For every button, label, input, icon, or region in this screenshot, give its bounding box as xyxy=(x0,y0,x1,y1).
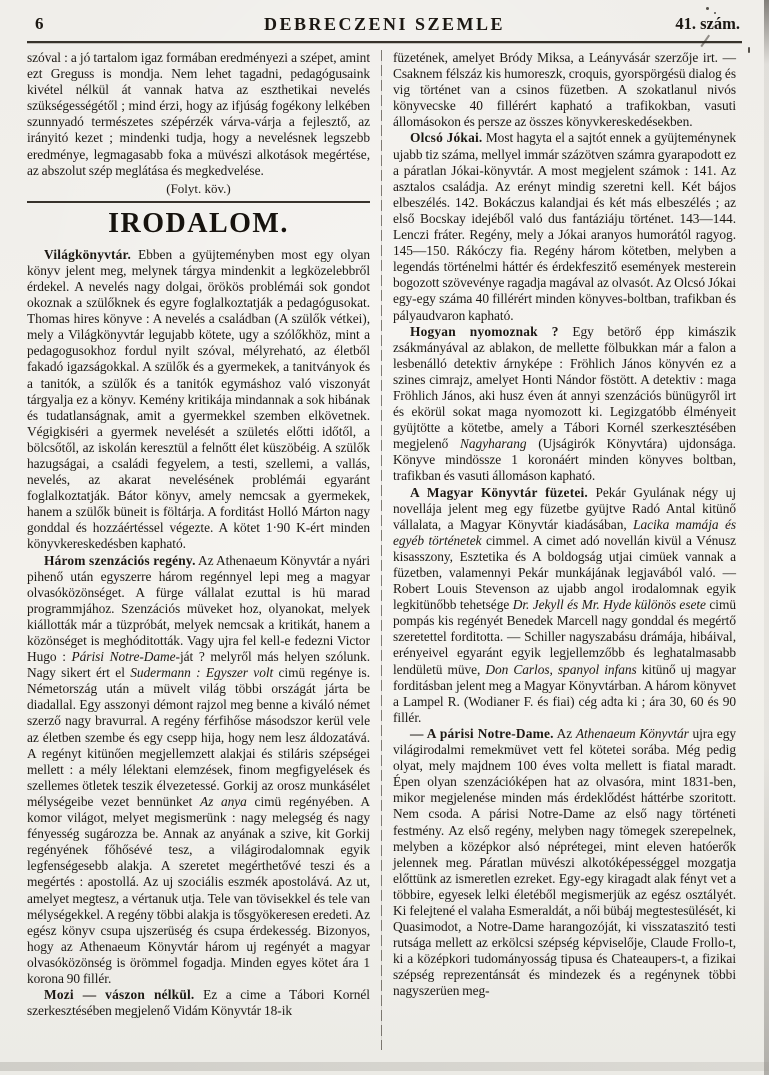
article-paragraph: Három szenzációs regény. Az Athenaeum Könyvtár a nyári pihenő után egyszerre három regénnyel lepi meg a magyar olvasóközönséget. A fürge vállalat ezuttal is hü marad programmjához. Szenzációs müveket hoz, olyanokat, melyek kiállották már a tüzpróbát, melyek nemcsak a kritikát, hanem a közönséget is meghóditották. Vagy ujra fel kell-e fedezni Victor Hugo : Párisi Notre-Dame-ját ? melyről más helyen szólunk. Nagy sikert ért el Sudermann : Egyszer volt cimü regénye is. Németország után a müvelt világ többi országát járta be diadallal. Egy asszonyi démont rajzol meg benne a kiváló német szerző nagy bravurral. A regény férfihőse másodszor kerül vele az életben szembe és egy csepp hija, hogy nem lesz áldozatává. A regényt kitünően megjellemzett alakjai és stiláris szépségei mellett : a mély lélektani elemzések, finom megfigyelések és szellemes ötletek teszik élvezetessé. Gorkij az orosz munkásélet mélységeibe vezet bennünket Az anya cimü regényében. A komor világot, melyet megismerünk : nagy melegség és nagy fényesség sugározza be. Annak az anyának a szive, kit Gorkij regényének főhősévé tesz, a világirodalomnak egyik legfenségesebb alakja. A szeretet megérthetővé teszi és a megértés : apostollá. Az uj szociális eszmék apostolává. Az ut, amelyet megtesz, a vértanuk utja. Tele van tövisekkel és tele van mélységekkel. A regény többi alakja is tősgyökeresen eredeti. Az egész könyv csupa ujszerüség és csupa érdekesség. Bizonyos, hogy az Athenaeum Könyvtár három uj regényét a magyar olvasóközönség is örömmel fogadja. Minden egyes kötet ára 1 korona 90 fillér. xyxy=(27,552,370,986)
article-paragraph: Hogyan nyomoznak ? Egy betörő épp kimászik zsákmányával az ablakon, de mellette fölbukkan már a falon a lesbenálló detektiv árnyképe : Fröhlich János könyvén ez a szines cimrajz, amelyet Honti Nándor föstött. A detektiv : maga Fröhlich János, aki husz éven át annyi szenzációs bünügyről irt és ekörül sokat maga nyomozott ki. Legizgatóbb élményeit gyüjtötte a kötetbe, amely a Tábori Kornél szerkesztésében megjelenő Nagyharang (Ujságirók Könyvtára) ujdonsága. Könyve mindössze 1 koronáért minden könyves boltban, trafikban és vasuti állomáson kapható. xyxy=(393,323,736,484)
continuation-paragraph: szóval : a jó tartalom igaz formában eredményezi a szépet, amint ezt Greguss is mondja. Nem lehet tagadni, pedagógusaink kivétel nélkül át vannak hatva az eszthetikai nevelés szükségességétől ; mind érzi, hogy az ifjúság fogékony lelkében szunnyadó természetes szépérzék várva-várja a fejlesztő, az irányitó kezet ; mindenki tudja, hogy a nevelésnek legszebb eredménye, legmagasabb foka a müvészi alkotások megértése, az abszolut szép meglátása és megkedvelése. xyxy=(27,50,370,178)
italic-run: Nagyharang xyxy=(460,436,527,452)
right-column-articles xyxy=(393,130,736,999)
article-paragraph: A Magyar Könyvtár füzetei. Pekár Gyulának négy uj novellája jelent meg egy füzetbe gyüjtve Radó Antal kitünő vállalata, a Magyar Könyvtár kiadásában, Lacika mamája és egyéb történetek cimmel. A cimet adó novellán kivül a Vénusz kisasszony, Esztetika és A boldogság utjai cimüek vannak a füzetben, valamennyi Pekár munkájának legjavából való. — Robert Louis Stevenson az ujabb angol irodalomnak egyik legkitünőbb tehetsége Dr. Jekyll és Mr. Hyde különös esete cimü pompás kis regényét Benedek Marcell nagy gonddal és megértő szeretettel forditotta. — Schiller nagyszabásu drámája, hibáival, erényeivel egyaránt egyik legjellemzőbb és leghatalmasabb lendületü müve, Don Carlos, spanyol infans kitünő uj magyar forditásban jelent meg a Magyar Könyvtárban. A három könyvet a Lampel R. (Wodianer F. és fiai) cég adta ki ; ára 30, 60 és 90 fillér. xyxy=(393,484,737,725)
ink-speck xyxy=(706,7,709,10)
ink-speck xyxy=(748,47,750,53)
scan-bottom-band xyxy=(0,1062,769,1071)
bold-run: Mozi — vászon nélkül. xyxy=(44,987,195,1003)
bold-run: Olcsó Jókai. xyxy=(410,130,483,146)
italic-run: Dr. Jekyll és Mr. Hyde különös esete xyxy=(512,597,706,613)
page-number: 6 xyxy=(35,14,44,33)
italic-run: Athenaeum Könyvtár xyxy=(575,725,689,741)
bold-run: — A párisi Notre-Dame. xyxy=(410,725,554,741)
column-divider-rule xyxy=(381,50,382,1050)
right-column xyxy=(388,50,736,1050)
issue-number: 41. szám. xyxy=(675,14,740,33)
italic-run: Sudermann : Egyszer volt xyxy=(130,665,274,681)
italic-run: Lacika mamája és egyéb történetek xyxy=(393,516,736,548)
italic-run: Az anya xyxy=(199,793,247,809)
to-be-continued-note: (Folyt. köv.) xyxy=(166,180,231,196)
article-paragraph: — A párisi Notre-Dame. Az Athenaeum Könyvtár ujra egy világirodalmi remekmüvet vett fel kötetei sorába. Még pedig olyat, mely majdnem 100 éves volta mellett is fiatal maradt. Épen olyan szenzációképen hat az olvasóra, mint 1831-ben, mikor megjelenése minden más érdeklődést háttérbe szoritott. Nem csoda. A párisi Notre-Dame az első nagy történeti festmény. Az első regény, melyben nagy tömegek szerepelnek, melyben a középkor alsó néprétegei, mint eleven hatóerők jelennek meg. Páratlan müvészi alkotóképességgel mozgatja előttünk az ismeretlen ezreket. Egy-egy kiragadt alak fényt vet a többire, egyesek lelki életéből megismerjük az egész osztályét. Ki felejtené el valaha Esmeraldát, a női bübáj megtestesülését, ki Quasimodot, a Notre-Dame harangozóját, ki visszataszitó testi rutsága mellett az erkölcsi szépség képviselője, Claude Frollo-t, ki a középkori tudományosság tipusa és Chateaupers-t, a fizikai szépség reprezentánsát és mindezek és a regénynek többi nagyszerüen meg- xyxy=(393,725,736,999)
italic-run: Párisi Notre-Dame xyxy=(71,649,176,665)
bold-run: Hogyan nyomoznak ? xyxy=(410,323,559,339)
section-heading: IRODALOM. xyxy=(108,207,289,239)
bold-run: Három szenzációs regény. xyxy=(44,552,196,568)
left-column xyxy=(27,50,375,1050)
scan-edge-shadow xyxy=(764,0,769,1075)
bold-run: Világkönyvtár. xyxy=(44,246,132,262)
section-divider-rule xyxy=(27,201,370,203)
article-paragraph: Olcsó Jókai. Most hagyta el a sajtót ennek a gyüjteménynek ujabb tiz száma, mellyel immár százötven számra gyarapodott ez a páratlan Jókai-könyvtár. A most megjelent számok : 141. Az asztalos családja. Az erényt mindig szeretni kell. Két bájos elbeszélés. 142. Bokáczus kalandjai és két más elbeszélés ; az első Bocskay idejéből való dus fantáziáju történet. 143—144. Lenczi fráter. Regény, mely a Jókai aranyos humorától ragyog. 145—150. Rákóczy fia. Regény három kötetben, melyben a legendás történelmi háttér és érdekfeszitő események mesterein bogozott szövevénye ragadja magával az olvasót. Az Olcsó Jókai egy-egy száma 40 fillérért minden könyves-boltban, trafikban és pályaudvaron kapható. xyxy=(393,130,736,323)
italic-run: Don Carlos, spanyol infans xyxy=(485,661,637,677)
article-paragraph: Világkönyvtár. Ebben a gyüjteményben most egy olyan könyv jelent meg, melynek tárgya mindenkit a legközelebbről érdekel. A nevelés nagy dolgai, örökös problémái sok gondot okoznak a szülőknek és egyre foglalkoztatják a pedagógusokat. Thomas hires könyve : A nevelés a családban (A szülők vétkei), mely a Világkönyvtár legujabb kötete, ugy a szólőkhöz, mint a pedagogusokhoz fordul nyilt szóval, mélyreható, az életből fakadó igazságokkal. A szülők és a gyermekek, a tanitványok és a tanitók, a szülők és a tanitók egymáshoz való viszonyát tárgyalja ez a könyv. Kemény kritikája mindannak a sok hibának és tudatlanságnak, amit a gyermekkel szemben elkövetnek. Végigkiséri a gyermek nevelését a születés előtti időtől, a bölcsőtől, az iskolán keresztül a felnőtt élet küszöbéig. A szülők hazugságai, a családi fegyelem, a testi, szellemi, a vallás, nevelés, az akarat nevelésének problémái egyaránt foglalkoztatják. Bátor könyv, amely nemcsak a gyermekek, hanem a szülők büneit is föltárja. A forditást Holló Márton nagy gonddal és hozzáértéssel végezte. A kötet 1·90 K-ért minden könyvkereskedésben kapható. xyxy=(27,246,370,552)
bold-run: A Magyar Könyvtár füzetei. xyxy=(410,484,588,500)
journal-title: DEBRECZENI SZEMLE xyxy=(263,14,506,34)
article-paragraph: Mozi — vászon nélkül. Ez a cime a Tábori Kornél szerkesztésében megjelenő Vidám Könyvtár 18-ik xyxy=(27,987,370,1019)
continuation-paragraph: füzetének, amelyet Bródy Miksa, a Leányvásár szerzője irt. — Csaknem félszáz kis humoreszk, croquis, gyorspörgésü dialog és vig történet van a csinos füzetben. A szokatlanul nivós könyvecske 40 fillérért kapható a trafikokban, vasuti állomásokon és persze az összes könyvkereskedésekben. xyxy=(393,50,736,130)
text-columns xyxy=(27,50,742,1050)
masthead xyxy=(27,12,742,38)
masthead-rule xyxy=(27,41,742,43)
left-column-articles xyxy=(27,247,370,1020)
